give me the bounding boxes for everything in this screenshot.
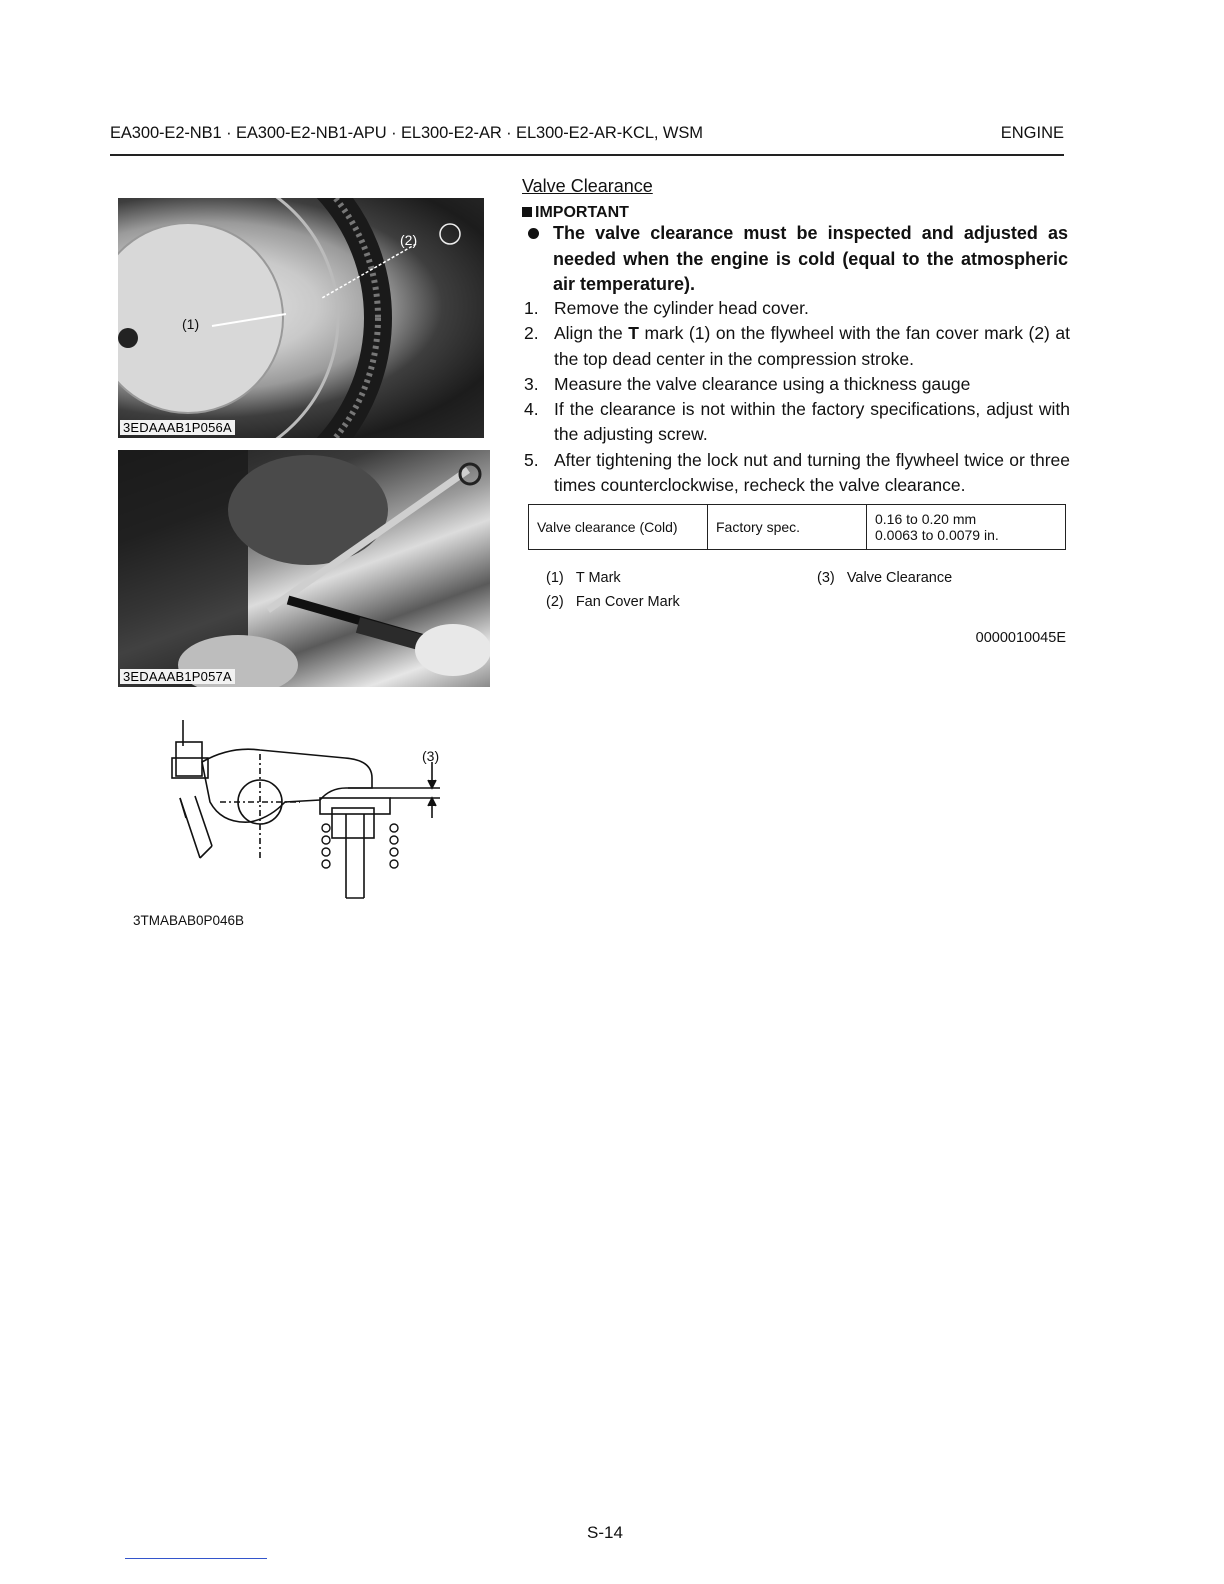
model-list: EA300-E2-NB1 · EA300-E2-NB1-APU · EL300-E2-AR · EL300-E2-AR-KCL, WSM: [110, 124, 703, 142]
important-label: [522, 204, 629, 222]
step-number: 2.: [524, 323, 539, 344]
adjusting-photo: [118, 450, 490, 687]
step-text: After tightening the lock nut and turning the flywheel twice or three times counterclockwise, recheck the valve clearance.: [554, 449, 1070, 496]
flywheel-photo-graphic: [118, 198, 484, 438]
spec-row: [529, 505, 1066, 550]
spec-value: [867, 505, 1066, 550]
callout-1: (1): [182, 316, 200, 332]
page-number: S-14: [587, 1523, 623, 1542]
legend-text: Valve Clearance: [846, 570, 953, 586]
legend-num: (1): [546, 570, 564, 586]
adjusting-photo-graphic: [118, 450, 490, 687]
step-text: If the clearance is not within the factory specifications, adjust with the adjusting screw.: [554, 399, 1070, 445]
step-3: [522, 372, 1070, 397]
legend-item: [546, 594, 680, 610]
valve-clearance-diagram: [150, 718, 450, 908]
step-text-part: Align the: [554, 323, 629, 344]
header-rule: [110, 154, 1064, 156]
section-name: ENGINE: [1000, 124, 1064, 142]
legend-text: Fan Cover Mark: [575, 594, 680, 610]
important-text: IMPORTANT: [535, 204, 629, 221]
step-1: [522, 296, 1070, 321]
important-note: [522, 221, 1068, 298]
step-text-part: mark (1) on the flywheel with the fan cover mark (2) at the top dead center in the compression stroke.: [554, 323, 1071, 369]
photo-id-2: 3EDAAAB1P057A: [120, 669, 235, 684]
diagram-id: 3TMABAB0P046B: [133, 913, 245, 928]
legend-num: (3): [817, 570, 835, 586]
step-number: 1.: [524, 298, 539, 318]
legend-item: [546, 570, 621, 586]
spec-table: [528, 504, 1066, 550]
step-text: Remove the cylinder head cover.: [554, 298, 809, 318]
spec-value-in: 0.0063 to 0.0079 in.: [875, 527, 999, 543]
photo-id-1: 3EDAAAB1P056A: [120, 420, 235, 435]
flywheel-photo: [118, 198, 484, 438]
callout-2: (2): [400, 232, 418, 248]
procedure-steps: [522, 296, 1070, 498]
page-header: [110, 124, 1064, 152]
step-text: Measure the valve clearance using a thickness gauge: [554, 373, 971, 394]
legend-num: (2): [546, 594, 564, 610]
callout-3: (3): [422, 748, 440, 764]
section-title: Valve Clearance: [522, 176, 653, 196]
spec-value-mm: 0.16 to 0.20 mm: [875, 511, 977, 527]
important-note-text: The valve clearance must be inspected and adjusted as needed when the engine is cold (equal to the atmospheric air temperature).: [553, 223, 1068, 294]
legend-item: [817, 570, 952, 586]
rocker-arm-drawing: [150, 718, 450, 908]
spec-label: Factory spec.: [708, 505, 867, 550]
square-bullet-icon: [522, 207, 532, 217]
step-number: 5.: [524, 449, 539, 470]
step-number: 4.: [524, 399, 539, 420]
bullet-icon: [528, 228, 539, 239]
step-4: [522, 397, 1070, 448]
step-text: [554, 321, 1070, 372]
document-code: 0000010045E: [975, 630, 1066, 646]
step-5: [522, 448, 1070, 499]
step-2: [522, 321, 1070, 372]
step-number: 3.: [524, 373, 539, 394]
legend-text: T Mark: [575, 570, 621, 586]
footer-rule: [125, 1558, 267, 1559]
spec-item: Valve clearance (Cold): [529, 505, 708, 550]
t-mark-bold: T: [628, 323, 639, 344]
